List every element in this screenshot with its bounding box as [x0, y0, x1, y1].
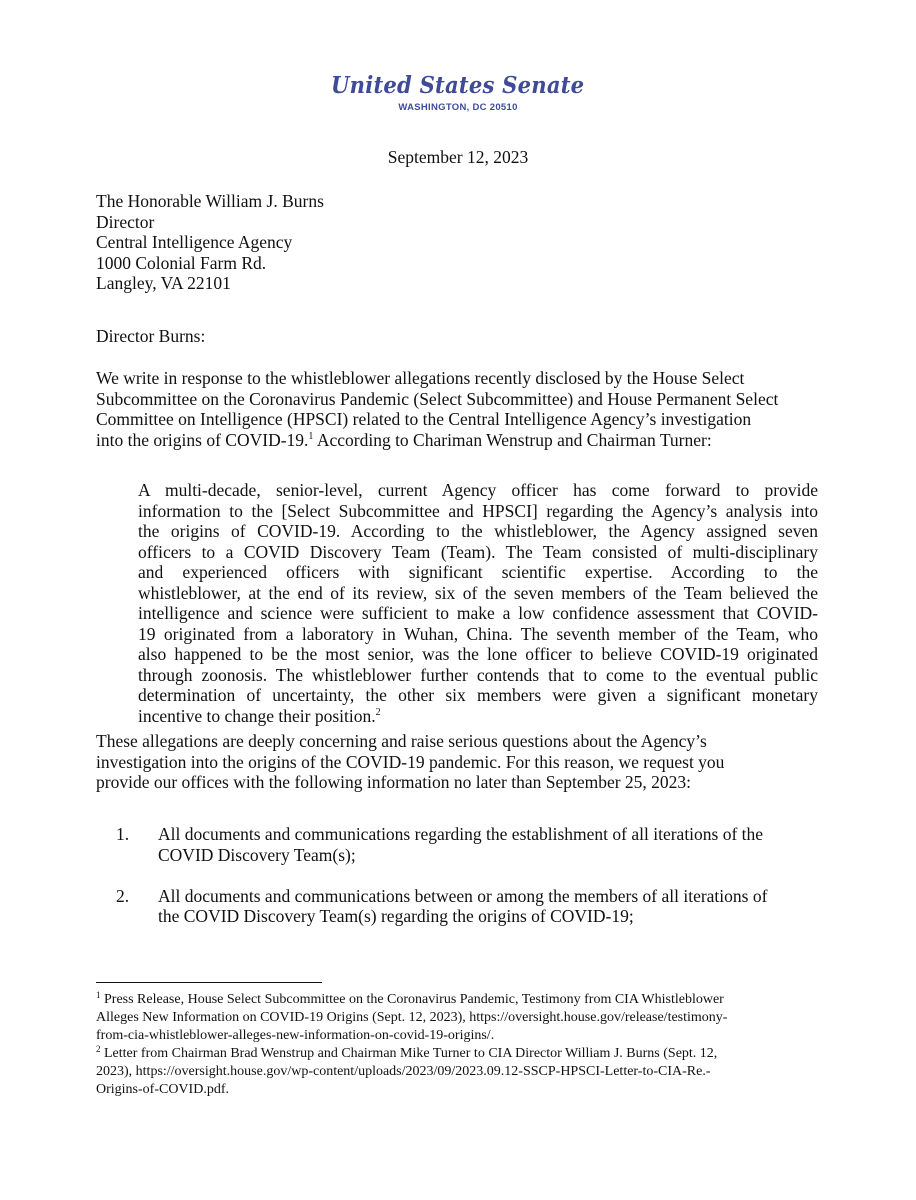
footnote-1 [96, 991, 836, 1045]
letterhead-title: United States Senate [331, 72, 585, 99]
list-line: the COVID Discovery Team(s) regarding the origins of COVID-19; [158, 906, 634, 926]
footnote-line: Alleges New Information on COVID-19 Origins (Sept. 12, 2023), https://oversight.house.gov/release/testimony- [96, 1010, 728, 1025]
intro-paragraph [96, 368, 836, 450]
list-item [116, 886, 816, 927]
paragraph-text: According to Chariman Wenstrup and Chairman Turner: [313, 429, 712, 450]
paragraph-line [96, 430, 836, 451]
footnotes [96, 991, 836, 1099]
paragraph-line: provide our offices with the following information no later than September 25, 2023: [96, 772, 692, 792]
quote-line: through zoonosis. The whistleblower further contends that to come to the eventual public [138, 664, 818, 685]
paragraph-line: We write in response to the whistleblower allegations recently disclosed by the House Select [96, 368, 745, 388]
quote-line: information to the [Select Subcommittee and HPSCI] regarding the Agency’s analysis into [138, 500, 818, 521]
paragraph-line: Committee on Intelligence (HPSCI) related to the Central Intelligence Agency’s investigation [96, 409, 752, 429]
paragraph-line: investigation into the origins of the COVID-19 pandemic. For this reason, we request you [96, 751, 725, 772]
footnote-line [96, 1045, 836, 1063]
quote-line: determination of uncertainty, the other six members were given a significant monetary [138, 685, 818, 705]
recipient-street: 1000 Colonial Farm Rd. [96, 252, 267, 273]
letterhead-address: WASHINGTON, DC 20510 [398, 102, 518, 113]
list-item [116, 824, 816, 865]
recipient-title: Director [96, 211, 155, 232]
footnote-text: Press Release, House Select Subcommittee on the Coronavirus Pandemic, Testimony from CIA Whistleblower [100, 992, 724, 1007]
list-text [158, 824, 816, 865]
quote-line: A multi-decade, senior-level, current Agency officer has come forward to provide [138, 480, 818, 500]
paragraph-line: These allegations are deeply concerning and raise serious questions about the Agency’s [96, 731, 707, 751]
footnote-line [96, 991, 836, 1009]
footnote-line: Origins-of-COVID.pdf. [96, 1082, 229, 1097]
paragraph-text: into the origins of COVID-19. [96, 429, 309, 450]
footnote-number: 1 [96, 990, 101, 1000]
block-quote [138, 480, 818, 726]
request-list [116, 824, 816, 947]
quote-line: the origins of COVID-19. According to the whistleblower, the Agency assigned seven [138, 521, 818, 541]
recipient-city: Langley, VA 22101 [96, 273, 231, 293]
footnote-number: 2 [96, 1044, 101, 1054]
letterhead [0, 72, 916, 113]
quote-line: and experienced officers with significant scientific expertise. According to the [138, 562, 818, 582]
list-line: All documents and communications between or among the members of all iterations of [158, 885, 768, 906]
quote-line [138, 706, 818, 727]
footnote-2 [96, 1045, 836, 1099]
footnote-ref-2: 2 [375, 706, 381, 718]
footnote-divider [96, 982, 322, 983]
letter-date: September 12, 2023 [387, 147, 529, 167]
list-line: All documents and communications regarding the establishment of all iterations of the [158, 824, 764, 844]
salutation: Director Burns: [96, 326, 206, 346]
quote-text: incentive to change their position. [138, 705, 376, 726]
list-number: 2. [116, 885, 130, 906]
paragraph-line: Subcommittee on the Coronavirus Pandemic (Select Subcommittee) and House Permanent Select [96, 388, 779, 409]
quote-line: 19 originated from a laboratory in Wuhan, China. The seventh member of the Team, who [138, 623, 818, 644]
list-text [158, 886, 816, 927]
footnote-line: from-cia-whistleblower-alleges-new-information-on-covid-19-origins/. [96, 1028, 495, 1043]
quote-line: also happened to be the most senior, was the lone officer to believe COVID-19 originated [138, 644, 818, 664]
footnote-line: 2023), https://oversight.house.gov/wp-content/uploads/2023/09/2023.09.12-SSCP-HPSCI-Letter-to-CIA-Re.- [96, 1064, 711, 1079]
recipient-name: The Honorable William J. Burns [96, 191, 324, 211]
footnote-ref-1: 1 [308, 430, 314, 442]
list-line: COVID Discovery Team(s); [158, 844, 356, 865]
footnote-text: Letter from Chairman Brad Wenstrup and Chairman Mike Turner to CIA Director William J. Burns (Sept. 12, [100, 1046, 718, 1061]
recipient-address [96, 191, 324, 294]
list-number: 1. [116, 824, 130, 844]
quote-line: officers to a COVID Discovery Team (Team). The Team consisted of multi-disciplinary [138, 541, 818, 562]
quote-line: intelligence and science were sufficient to make a low confidence assessment that COVID- [138, 603, 818, 623]
quote-line: whistleblower, at the end of its review, six of the seven members of the Team believed the [138, 582, 818, 603]
request-paragraph [96, 731, 836, 793]
recipient-agency: Central Intelligence Agency [96, 232, 293, 252]
